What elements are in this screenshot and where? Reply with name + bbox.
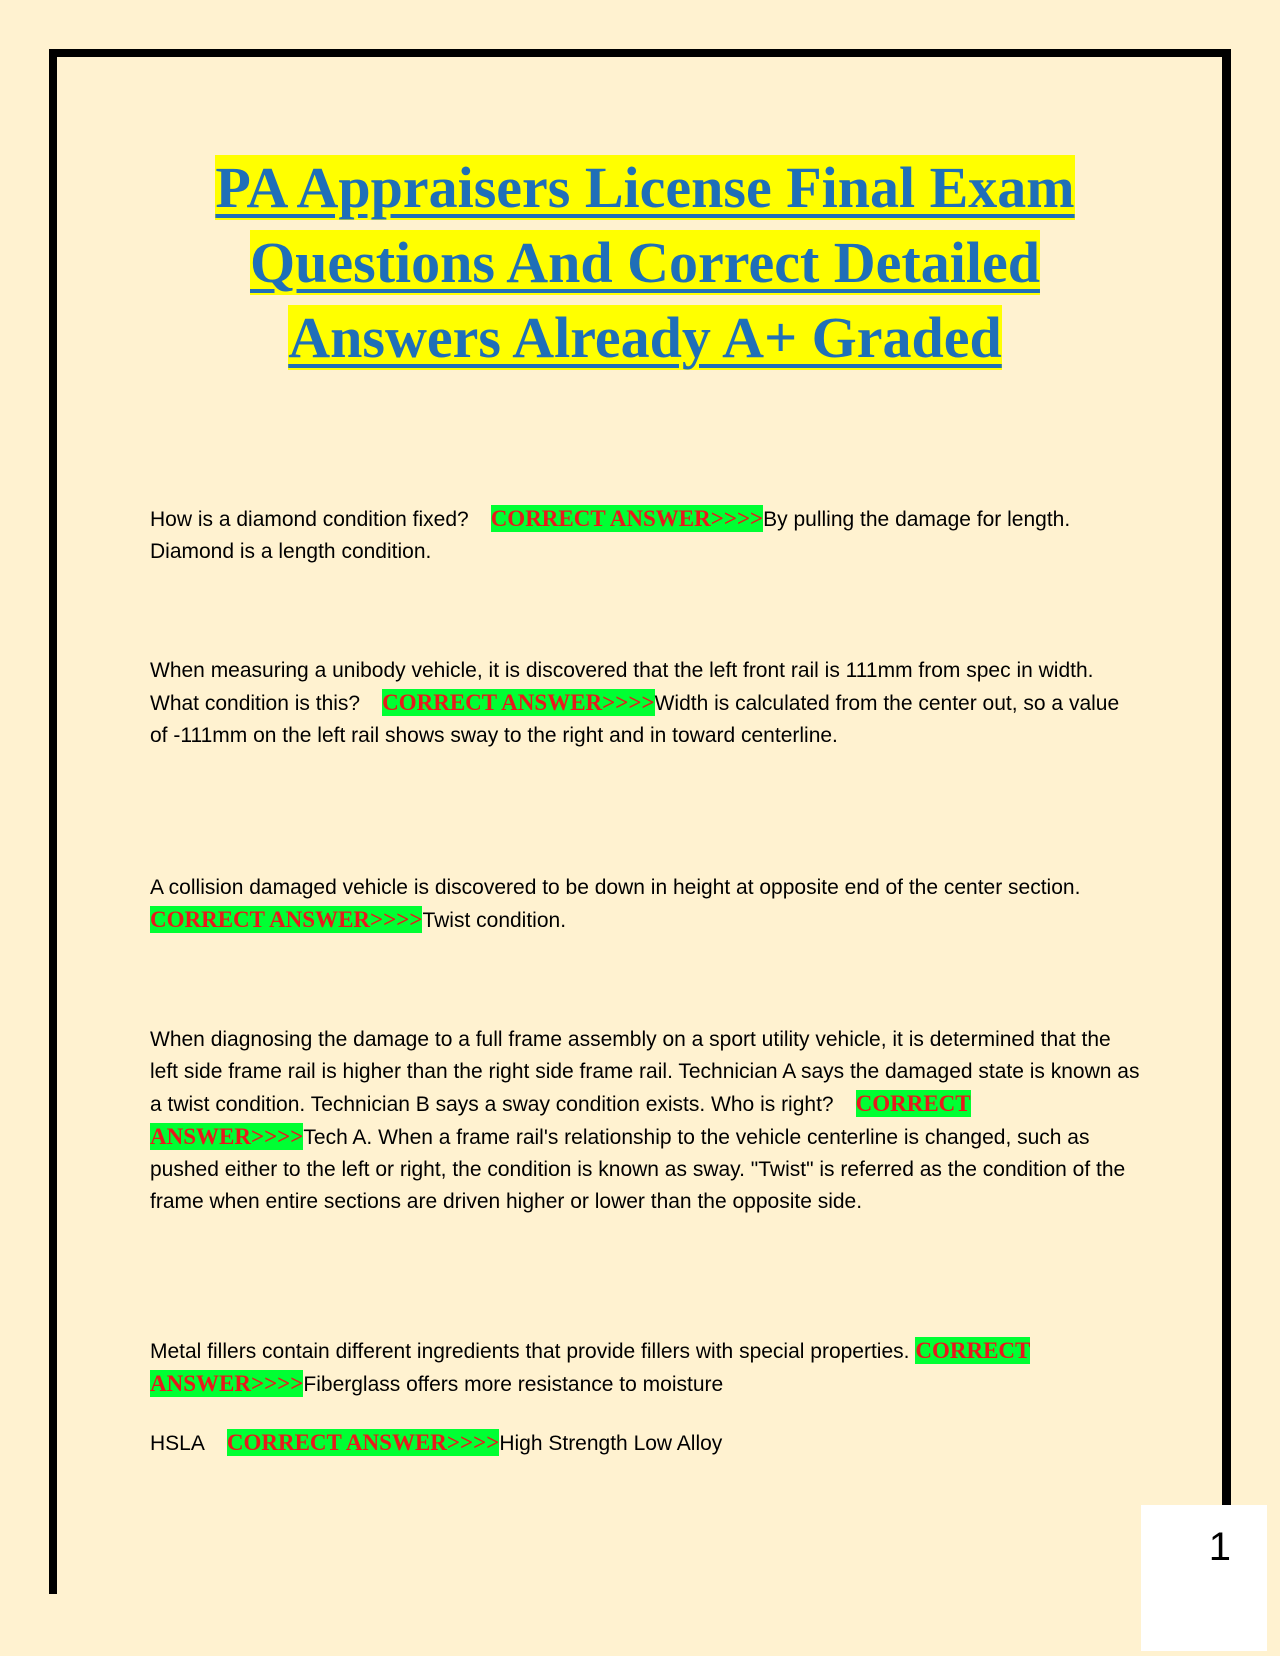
qa-item bbox=[150, 655, 1140, 752]
page-border-top bbox=[49, 49, 1231, 57]
page-number-box bbox=[1141, 1505, 1267, 1651]
question-text: A collision damaged vehicle is discovered to be down in height at opposite end of the center section. bbox=[150, 876, 1081, 899]
title-line-1: PA Appraisers License Final Exam bbox=[215, 155, 1075, 220]
correct-answer-tag: CORRECT ANSWER>>>> bbox=[226, 1430, 500, 1455]
qa-item bbox=[150, 503, 1140, 568]
answer-text: Tech A. When a frame rail's relationship to the vehicle centerline is changed, such as pushed either to the left or right, the condition is known as sway. "Twist" is referred as the condition of the frame when entire sections are driven higher or lower than the opposite side. bbox=[150, 1126, 1126, 1213]
answer-text: Twist condition. bbox=[422, 909, 567, 932]
correct-answer-tag: CORRECT ANSWER>>>> bbox=[150, 1091, 971, 1149]
qa-item bbox=[150, 1335, 1140, 1401]
correct-answer-tag: CORRECT ANSWER>>>> bbox=[150, 1338, 1031, 1396]
question-text: Metal fillers contain different ingredients that provide fillers with special properties. bbox=[150, 1340, 910, 1363]
correct-answer-tag: CORRECT ANSWER>>>> bbox=[490, 506, 764, 531]
qa-item bbox=[150, 1024, 1140, 1218]
correct-answer-tag: CORRECT ANSWER>>>> bbox=[382, 690, 655, 715]
title-line-3: Answers Already A+ Graded bbox=[288, 305, 1002, 370]
answer-text: Fiberglass offers more resistance to moisture bbox=[303, 1373, 724, 1396]
page-border-left bbox=[49, 49, 57, 1594]
qa-item bbox=[150, 1427, 1140, 1460]
question-text: How is a diamond condition fixed? bbox=[150, 508, 469, 531]
document-title bbox=[150, 150, 1140, 375]
page-number: 1 bbox=[1208, 1525, 1231, 1569]
question-text: HSLA bbox=[150, 1432, 205, 1455]
question-text: When diagnosing the damage to a full frame assembly on a sport utility vehicle, it is determined that the left side frame rail is higher than the right side frame rail. Technician A says the damaged state is known as a twist condition. Technician B says a sway condition exists. Who is right? bbox=[150, 1028, 1140, 1116]
answer-text: High Strength Low Alloy bbox=[499, 1432, 723, 1455]
qa-item bbox=[150, 872, 1140, 937]
answer-text: By pulling the damage for length. Diamond is a length condition. bbox=[150, 508, 1071, 563]
page-border-right bbox=[1222, 49, 1231, 1509]
question-text: When measuring a unibody vehicle, it is discovered that the left front rail is 111mm from spec in width. What condition is this? bbox=[150, 659, 1094, 715]
answer-text: Width is calculated from the center out, so a value of -111mm on the left rail shows sway to the right and in toward centerline. bbox=[150, 692, 1120, 747]
correct-answer-tag: CORRECT ANSWER>>>> bbox=[150, 907, 423, 932]
title-line-2: Questions And Correct Detailed bbox=[250, 230, 1040, 295]
